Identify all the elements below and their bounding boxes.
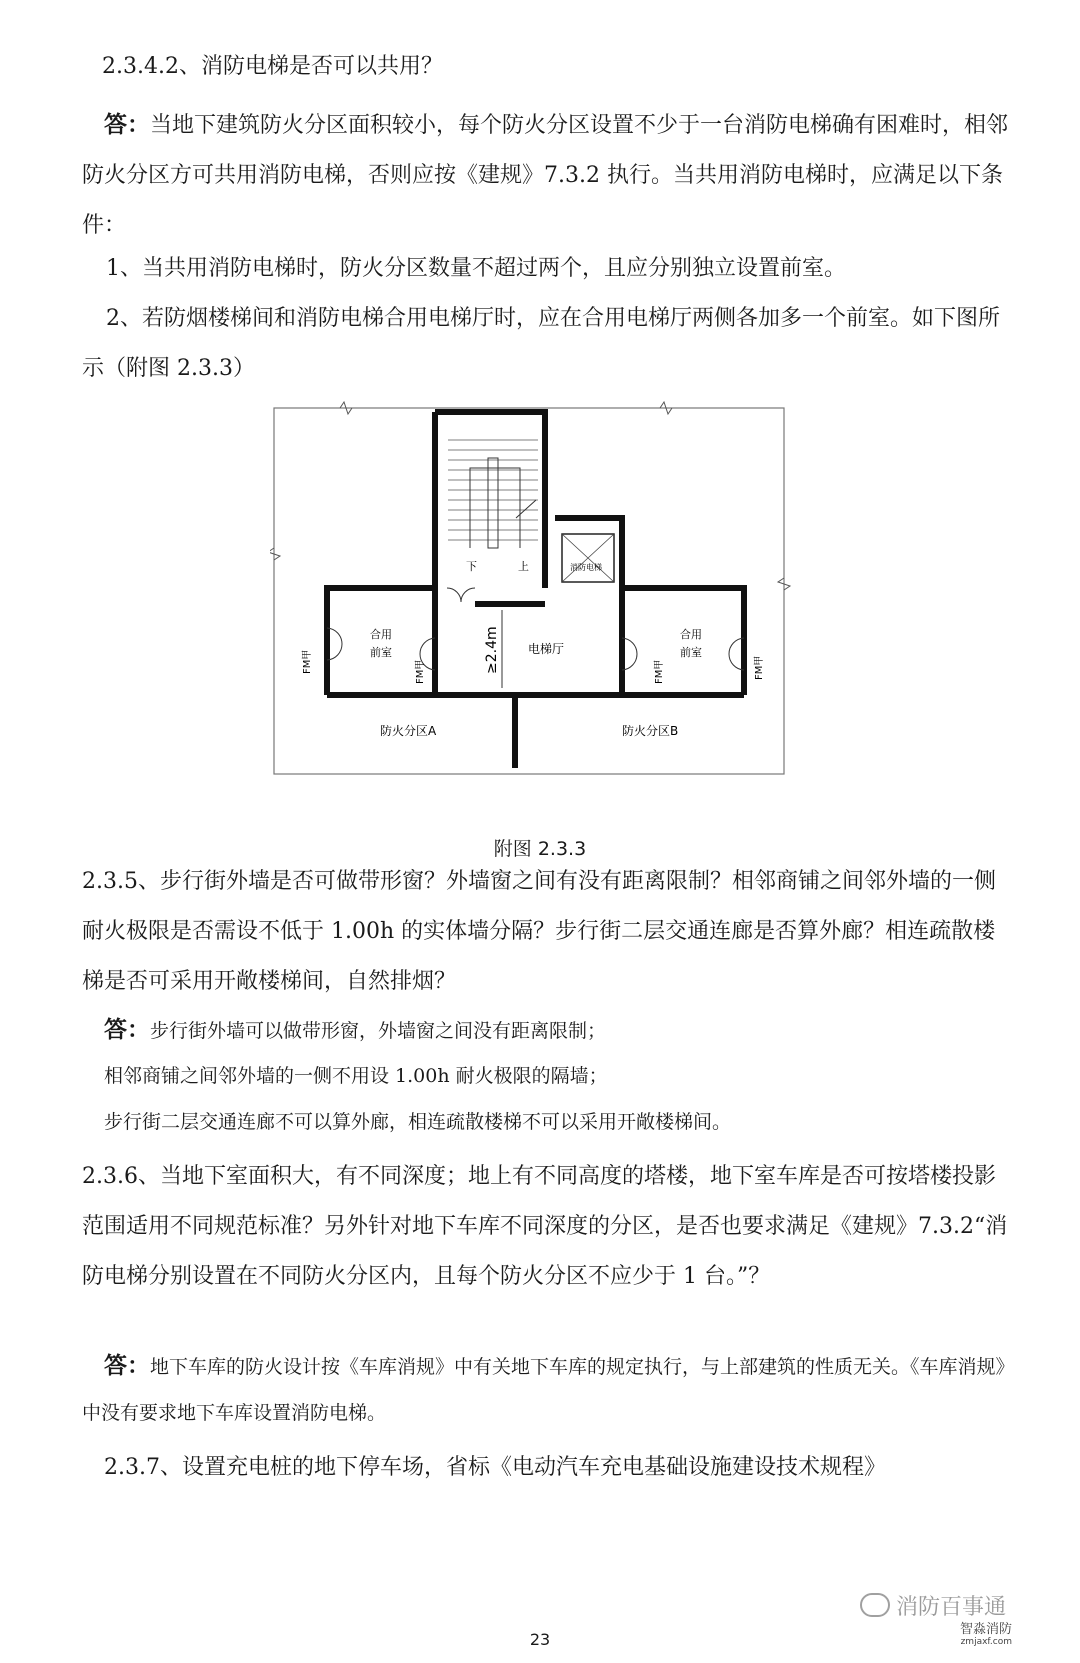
- answer-2-3-5-line1: [104, 1007, 1039, 1054]
- answer-text: 地下车库的防火设计按《车库消规》中有关地下车库的规定执行，与上部建筑的性质无关。《车库消规》中没有要求地下车库设置消防电梯。: [82, 1356, 1015, 1424]
- anteroom-right-line1: 合用: [680, 628, 702, 641]
- answer-text: 步行街外墙可以做带形窗，外墙窗之间没有距离限制；: [150, 1020, 607, 1042]
- answer-text: 当地下建筑防火分区面积较小，每个防火分区设置不少于一台消防电梯确有困难时，相邻防火分区方可共用消防电梯，否则应按《建规》7.3.2 执行。当共用消防电梯时，应满足以下条件：: [82, 113, 1009, 238]
- question-2-3-4-2: 2.3.4.2、消防电梯是否可以共用？: [102, 54, 443, 79]
- door-tag: FM甲: [415, 659, 426, 684]
- answer-label: 答：: [104, 1016, 150, 1043]
- door-tag: FM甲: [654, 659, 665, 684]
- elevator-label: 消防电梯: [570, 563, 602, 572]
- stair-down-label: 下: [466, 560, 477, 573]
- answer-2-3-6: [82, 1343, 1017, 1436]
- site-name: 智淼消防: [960, 1622, 1013, 1637]
- wechat-icon: [860, 1593, 890, 1617]
- page-number: 23: [529, 1630, 551, 1649]
- answer-item-1: 1、当共用消防电梯时，防火分区数量不超过两个，且应分别独立设置前室。: [106, 256, 846, 281]
- floor-plan-figure: [270, 398, 825, 788]
- door-tag: FM甲: [302, 649, 313, 674]
- answer-label: 答：: [104, 111, 150, 138]
- stair-up-label: 上: [518, 560, 529, 573]
- door-tag: FM甲: [754, 655, 765, 680]
- answer-2-3-4-2-intro: [82, 100, 1017, 251]
- lobby-label: 电梯厅: [528, 642, 565, 656]
- question-2-3-5: 2.3.5、步行街外墙是否可做带形窗？外墙窗之间有没有距离限制？相邻商铺之间邻外墙的一侧耐火极限是否需设不低于 1.00h 的实体墙分隔？步行街二层交通连廊是否算外廊？相连疏散楼梯是否可采用开敞楼梯间，自然排烟？: [82, 869, 996, 994]
- watermark-text: 消防百事通: [896, 1595, 1007, 1620]
- zone-a-label: 防火分区A: [380, 724, 437, 738]
- stair-break-line: [516, 500, 536, 518]
- answer-label: 答：: [104, 1352, 150, 1379]
- lobby-width-note: ≥2.4m: [484, 626, 500, 674]
- figure-caption: 附图 2.3.3: [493, 838, 587, 860]
- anteroom-left-line2: 前室: [370, 646, 392, 659]
- answer-2-3-5-line2: 相邻商铺之间邻外墙的一侧不用设 1.00h 耐火极限的隔墙；: [104, 1065, 608, 1087]
- walls: [327, 412, 744, 768]
- answer-2-3-5-line3: 步行街二层交通连廊不可以算外廊，相连疏散楼梯不可以采用开敞楼梯间。: [104, 1111, 732, 1133]
- stair-door: [447, 588, 475, 602]
- question-2-3-6: 2.3.6、当地下室面积大，有不同深度；地上有不同高度的塔楼，地下室车库是否可按塔楼投影范围适用不同规范标准？另外针对地下车库不同深度的分区，是否也要求满足《建规》7.3.2“消防电梯分别设置在不同防火分区内，且每个防火分区不应少于 1 台。”？: [82, 1164, 1008, 1289]
- question-2-3-7: 2.3.7、设置充电桩的地下停车场，省标《电动汽车充电基础设施建设技术规程》: [104, 1455, 886, 1480]
- anteroom-left-line1: 合用: [370, 628, 392, 641]
- answer-item-2: 2、若防烟楼梯间和消防电梯合用电梯厅时，应在合用电梯厅两侧各加多一个前室。如下图所示（附图 2.3.3）: [82, 306, 1001, 381]
- stair-well: [488, 458, 498, 548]
- wechat-watermark: [860, 1590, 1006, 1621]
- stair-treads: [448, 440, 538, 540]
- anteroom-right-line2: 前室: [680, 646, 702, 659]
- site-url: zmjaxf.com: [960, 1637, 1013, 1647]
- zone-b-label: 防火分区B: [622, 724, 679, 738]
- break-mark: [270, 548, 280, 560]
